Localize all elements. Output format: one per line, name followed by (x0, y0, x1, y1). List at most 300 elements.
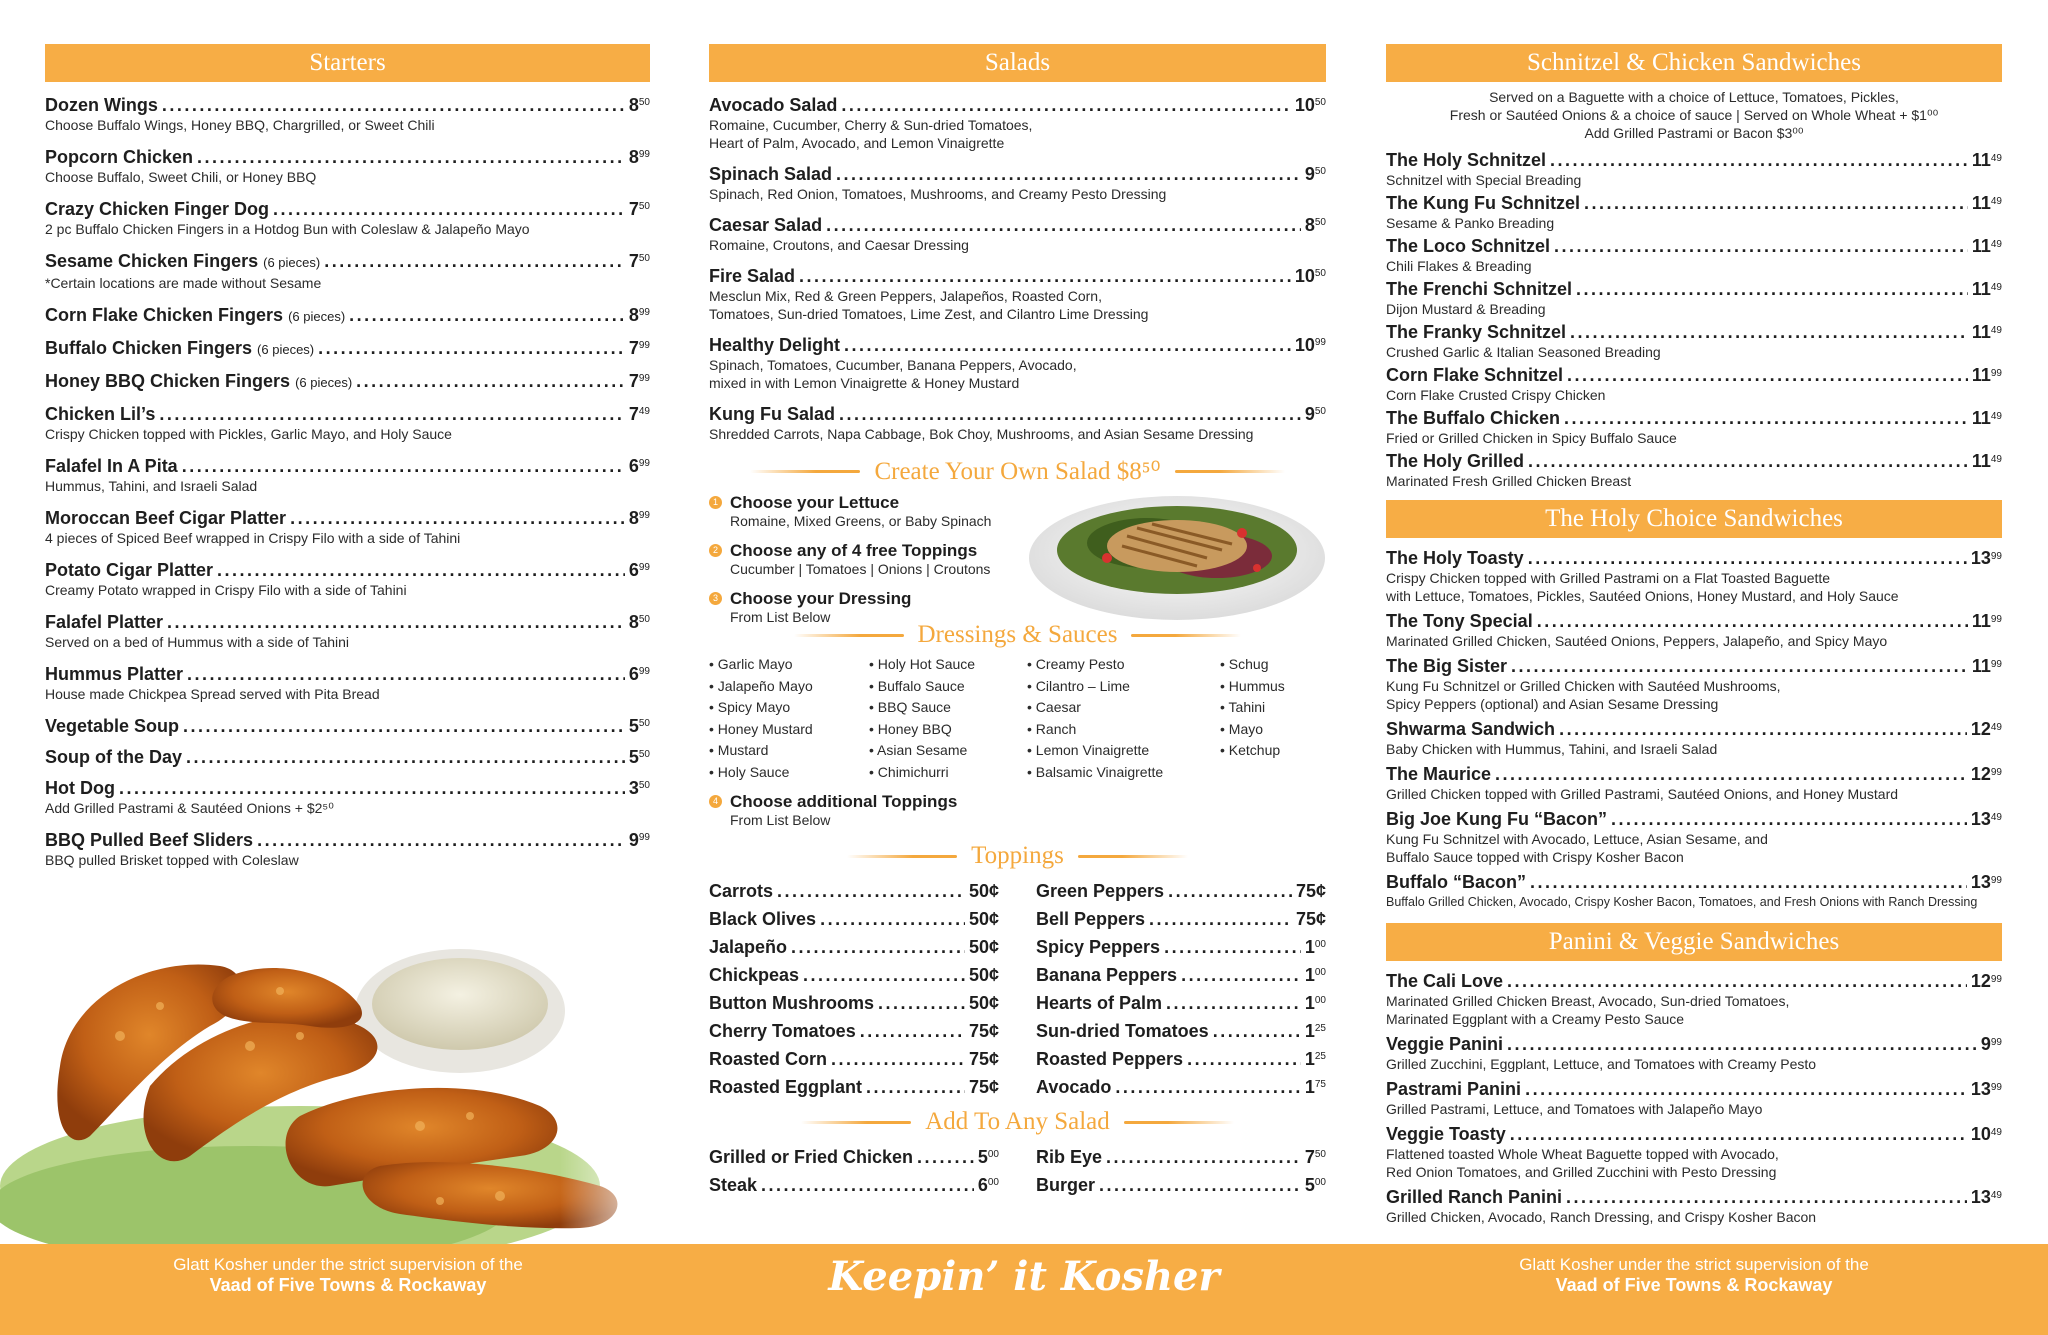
item-price: $13^{49}$ (1970, 1187, 2002, 1207)
item-name: Moroccan Beef Cigar Platter (45, 508, 287, 528)
item-description: Marinated Fresh Grilled Chicken Breast (1386, 473, 1632, 489)
starter-item (45, 746, 650, 768)
starter-item (45, 403, 650, 443)
dressing-item: • Tahini (1220, 699, 1266, 715)
item-description: 2 pc Buffalo Chicken Fingers in a Hotdog Bun with Coleslaw & Jalapeño Mayo (45, 221, 530, 237)
menu-item-row (45, 250, 650, 274)
item-name: Vegetable Soup (45, 716, 180, 736)
menu-item-row (45, 370, 650, 394)
menu-item-row (709, 1017, 999, 1045)
item-description: with Lettuce, Tomatoes, Pickles, Sautéed Onions, Honey Mustard, and Holy Sauce (1386, 588, 1899, 604)
item-name: Corn Flake Chicken Fingers (6 pieces) (45, 305, 346, 325)
menu-item-row (45, 146, 650, 168)
salad-item (709, 265, 1326, 323)
item-price: $1^{00}$ (1304, 937, 1326, 957)
menu-item-row (709, 163, 1326, 185)
item-price: 50¢ (968, 909, 999, 929)
item-name: Roasted Eggplant (709, 1077, 863, 1097)
item-price: $8^{50}$ (1304, 215, 1326, 235)
item-name: Grilled Ranch Panini (1386, 1187, 1563, 1207)
item-price-cents: 50 (1314, 406, 1326, 417)
item-name: Roasted Corn (709, 1049, 828, 1069)
menu-item-row (709, 265, 1326, 287)
item-name: Pastrami Panini (1386, 1079, 1522, 1099)
item-description: Baby Chicken with Hummus, Tahini, and Israeli Salad (1386, 741, 1718, 757)
item-description: 4 pieces of Spiced Beef wrapped in Crispy Filo with a side of Tahini (45, 530, 461, 546)
menu-item-row (1386, 809, 2002, 830)
item-price-cents: 00 (1314, 1177, 1326, 1188)
item-price: $5^{00}$ (1304, 1175, 1326, 1195)
item-name: Sun-dried Tomatoes (1036, 1021, 1209, 1041)
item-description: Buffalo Grilled Chicken, Avocado, Crispy Kosher Bacon, Tomatoes, and Fresh Onions with Ranch Dressing (1386, 895, 1978, 909)
leader-dots (1528, 451, 1968, 472)
leader-dots (1187, 1045, 1301, 1073)
item-name: Soup of the Day (45, 747, 183, 767)
item-price-cents: 99 (638, 458, 650, 469)
dressing-item: • Honey BBQ (869, 720, 952, 737)
item-price-cents: 49 (1990, 239, 2002, 250)
leader-dots (831, 1045, 965, 1073)
menu-item-row (45, 559, 650, 581)
menu-item-row (709, 961, 999, 989)
leader-dots (1149, 905, 1292, 933)
menu-item-row (1036, 1045, 1326, 1073)
salads-header: Salads (709, 44, 1326, 82)
item-price-cents: 00 (1314, 939, 1326, 950)
menu-item-row (1036, 905, 1326, 933)
item-price-cents: 99 (638, 149, 650, 160)
starter-item (45, 559, 650, 599)
item-price-cents: 99 (1990, 659, 2002, 670)
item-price: 75¢ (968, 1021, 999, 1041)
dressing-item: • Mayo (1220, 720, 1264, 737)
item-name: The Holy Toasty (1386, 548, 1524, 568)
item-price: $11^{99}$ (1971, 656, 2002, 676)
dressings-title: Dressings & Sauces (917, 621, 1118, 648)
item-note: (6 pieces) (295, 375, 353, 390)
create-salad-title: Create Your Own Salad $8⁵⁰ (874, 458, 1161, 485)
item-description: Schnitzel with Special Breading (1386, 172, 1582, 188)
item-description: Grilled Chicken topped with Grilled Pastrami, Sautéed Onions, and Honey Mustard (1386, 786, 1899, 802)
dressing-item: • Holy Sauce (709, 763, 790, 780)
item-description: Romaine, Cucumber, Cherry & Sun-dried Tomatoes, (709, 117, 1033, 133)
leader-dots (197, 146, 625, 168)
sandwiches-column (1386, 44, 2002, 1232)
leader-dots (799, 265, 1291, 287)
item-description: mixed in with Lemon Vinaigrette & Honey Mustard (709, 375, 1020, 391)
dressing-item: • Chimichurri (869, 763, 949, 780)
item-price: $11^{49}$ (1971, 408, 2002, 428)
item-price: $10^{49}$ (1970, 1124, 2002, 1144)
item-price-cents: 49 (1990, 1127, 2002, 1138)
schnitzel-list (1386, 150, 2002, 490)
menu-item-row (1386, 451, 2002, 472)
step-number-icon: 2 (709, 544, 722, 557)
step-heading: Choose additional Toppings (730, 792, 958, 811)
footer (0, 1244, 2048, 1335)
holy-choice-item (1386, 656, 2002, 713)
leader-dots (841, 94, 1290, 116)
item-price-cents: 99 (1990, 875, 2002, 886)
item-description: Creamy Potato wrapped in Crispy Filo with a side of Tahini (45, 582, 407, 598)
item-price-cents: 50 (638, 780, 650, 791)
item-description: BBQ pulled Brisket topped with Coleslaw (45, 852, 299, 868)
step-sub: From List Below (730, 812, 831, 828)
starter-item (45, 146, 650, 186)
leader-dots (826, 214, 1301, 236)
item-price: $3^{50}$ (628, 778, 650, 798)
item-description: Buffalo Sauce topped with Crispy Kosher Bacon (1386, 849, 1684, 865)
leader-dots (917, 1143, 974, 1171)
starter-item (45, 198, 650, 238)
item-price: $13^{99}$ (1970, 1079, 2002, 1099)
item-price: 75¢ (1295, 881, 1326, 901)
schnitzel-intro (1386, 88, 2002, 142)
item-description: Fried or Grilled Chicken in Spicy Buffalo Sauce (1386, 430, 1677, 446)
leader-dots (273, 198, 625, 220)
item-description: Grilled Zucchini, Eggplant, Lettuce, and Tomatoes with Creamy Pesto (1386, 1056, 1817, 1072)
dressing-item: • Schug (1220, 656, 1269, 672)
footer-left (68, 1255, 628, 1296)
menu-item-row (1386, 193, 2002, 214)
item-price-cents: 99 (638, 562, 650, 573)
schnitzel-item (1386, 451, 2002, 490)
starters-column (45, 44, 650, 881)
panini-header: Panini & Veggie Sandwiches (1386, 923, 2002, 961)
item-description: Kung Fu Schnitzel with Avocado, Lettuce, Asian Sesame, and (1386, 831, 1768, 847)
item-price: $9^{99}$ (628, 830, 650, 850)
menu-item-row (709, 1073, 999, 1101)
menu-item-row (1386, 719, 2002, 740)
menu-item-row (1386, 611, 2002, 632)
item-description: House made Chickpea Spread served with Pita Bread (45, 686, 380, 702)
panini-item (1386, 1034, 2002, 1073)
item-price-cents: 50 (1314, 97, 1326, 108)
item-price: $11^{49}$ (1971, 193, 2002, 213)
menu-item-row (1386, 365, 2002, 386)
step-heading: Choose your Dressing (730, 589, 912, 608)
panini-list (1386, 971, 2002, 1226)
item-name: The Loco Schnitzel (1386, 236, 1551, 256)
item-price-cents: 50 (1314, 166, 1326, 177)
menu-item-row (45, 455, 650, 477)
menu-item-row (709, 905, 999, 933)
holy-choice-item (1386, 719, 2002, 758)
item-price: $9^{50}$ (1304, 164, 1326, 184)
menu-item-row (45, 611, 650, 633)
item-price-cents: 50 (1314, 217, 1326, 228)
item-name: Honey BBQ Chicken Fingers (6 pieces) (45, 371, 353, 391)
item-price-cents: 99 (1990, 614, 2002, 625)
leader-dots (1530, 872, 1967, 893)
item-description: Dijon Mustard & Breading (1386, 301, 1546, 317)
item-price-cents: 99 (638, 307, 650, 318)
item-description: Heart of Palm, Avocado, and Lemon Vinaigrette (709, 135, 1005, 151)
item-name: Dozen Wings (45, 95, 158, 115)
item-name: Cherry Tomatoes (709, 1021, 856, 1041)
item-description: Kung Fu Schnitzel or Grilled Chicken with Sautéed Mushrooms, (1386, 678, 1781, 694)
footer-right-line1: Glatt Kosher under the strict supervision of the (1519, 1255, 1869, 1274)
item-name: BBQ Pulled Beef Sliders (45, 830, 254, 850)
menu-item-row (709, 334, 1326, 356)
create-step (709, 588, 1029, 626)
dressing-item: • Cilantro – Lime (1027, 677, 1130, 694)
item-price-cents: 50 (638, 718, 650, 729)
item-description: Add Grilled Pastrami & Sautéed Onions + $2⁵⁰ (45, 800, 334, 816)
menu-item-row (45, 507, 650, 529)
toppings-divider (709, 839, 1326, 873)
menu-item-row (709, 214, 1326, 236)
item-price-cents: 50 (1314, 1149, 1326, 1160)
footer-left-line1: Glatt Kosher under the strict supervision of the (173, 1255, 523, 1274)
item-price: $13^{99}$ (1970, 872, 2002, 892)
item-description: *Certain locations are made without Sesame (45, 275, 322, 291)
item-name: Spicy Peppers (1036, 937, 1161, 957)
item-name: Rib Eye (1036, 1147, 1103, 1167)
starter-item (45, 370, 650, 394)
item-price: $7^{50}$ (1304, 1147, 1326, 1167)
leader-dots (860, 1017, 965, 1045)
item-price-cents: 99 (638, 340, 650, 351)
item-price-cents: 50 (638, 253, 650, 264)
leader-dots (186, 746, 625, 768)
schnitzel-item (1386, 150, 2002, 189)
starter-item (45, 777, 650, 817)
dressing-item: • Balsamic Vinaigrette (1027, 763, 1164, 780)
item-name: Hearts of Palm (1036, 993, 1163, 1013)
holy-choice-list (1386, 548, 2002, 911)
menu-item-row (45, 777, 650, 799)
schnitzel-item (1386, 236, 2002, 275)
menu-item-row (1036, 1171, 1326, 1199)
item-name: Roasted Peppers (1036, 1049, 1184, 1069)
leader-dots (162, 94, 625, 116)
item-name: Hot Dog (45, 778, 115, 798)
menu-item-row (45, 403, 650, 425)
item-price: $11^{49}$ (1971, 279, 2002, 299)
starter-item (45, 304, 650, 328)
item-price: $7^{99}$ (628, 338, 650, 358)
panini-item (1386, 1079, 2002, 1118)
schnitzel-intro-1: Served on a Baguette with a choice of Lettuce, Tomatoes, Pickles, (1489, 89, 1899, 105)
item-price: $8^{50}$ (628, 95, 650, 115)
item-price-cents: 50 (638, 201, 650, 212)
starter-item (45, 829, 650, 869)
item-price-cents: 99 (1990, 368, 2002, 379)
item-name: Big Joe Kung Fu “Bacon” (1386, 809, 1608, 829)
item-description: Spinach, Red Onion, Tomatoes, Mushrooms, and Creamy Pesto Dressing (709, 186, 1167, 202)
leader-dots (1559, 719, 1967, 740)
item-price-cents: 99 (638, 373, 650, 384)
item-note: (6 pieces) (288, 309, 346, 324)
item-price-cents: 50 (638, 614, 650, 625)
footer-left-line2: Vaad of Five Towns & Rockaway (209, 1275, 487, 1295)
item-price-cents: 49 (638, 406, 650, 417)
leader-dots (1537, 611, 1968, 632)
leader-dots (761, 1171, 974, 1199)
leader-dots (356, 370, 625, 392)
item-description: Choose Buffalo, Sweet Chili, or Honey BBQ (45, 169, 317, 185)
item-price: $12^{49}$ (1970, 719, 2002, 739)
item-price: $5^{00}$ (977, 1147, 999, 1167)
dressing-item: • Jalapeño Mayo (709, 677, 813, 694)
item-name: Sesame Chicken Fingers (6 pieces) (45, 251, 321, 271)
leader-dots (1611, 809, 1967, 830)
item-price: 75¢ (968, 1049, 999, 1069)
leader-dots (1181, 961, 1301, 989)
item-price-cents: 25 (1314, 1051, 1326, 1062)
item-price-cents: 49 (1990, 722, 2002, 733)
item-description: Choose Buffalo Wings, Honey BBQ, Chargrilled, or Sweet Chili (45, 117, 435, 133)
item-description: Mesclun Mix, Red & Green Peppers, Jalapeños, Roasted Corn, (709, 288, 1102, 304)
starters-list (45, 94, 650, 869)
schnitzel-item (1386, 279, 2002, 318)
item-note: (6 pieces) (263, 255, 321, 270)
item-price: $8^{50}$ (628, 612, 650, 632)
item-description: Grilled Pastrami, Lettuce, and Tomatoes with Jalapeño Mayo (1386, 1101, 1763, 1117)
step-number-icon: 1 (709, 496, 722, 509)
item-price: $1^{25}$ (1304, 1049, 1326, 1069)
leader-dots (836, 163, 1301, 185)
item-name: Buffalo “Bacon” (1386, 872, 1527, 892)
salads-list (709, 94, 1326, 443)
add-salad-title: Add To Any Salad (925, 1108, 1110, 1135)
item-name: The Tony Special (1386, 611, 1533, 631)
item-name: Banana Peppers (1036, 965, 1178, 985)
leader-dots (777, 877, 965, 905)
leader-dots (187, 663, 625, 685)
item-price: $12^{99}$ (1970, 971, 2002, 991)
leader-dots (1166, 989, 1301, 1017)
leader-dots (1115, 1073, 1301, 1101)
menu-item-row (709, 989, 999, 1017)
starter-item (45, 663, 650, 703)
menu-item-row (1386, 408, 2002, 429)
menu-item-row (45, 663, 650, 685)
leader-dots (803, 961, 965, 989)
step-number-icon: 4 (709, 795, 722, 808)
item-name: Avocado (1036, 1077, 1112, 1097)
item-price-cents: 99 (1990, 974, 2002, 985)
dressing-item: • Mustard (709, 742, 769, 758)
salad-bowl-image (1027, 488, 1327, 622)
leader-dots (791, 933, 965, 961)
menu-item-row (1386, 656, 2002, 677)
leader-dots (878, 989, 965, 1017)
schnitzel-intro-2: Fresh or Sautéed Onions & a choice of sauce | Served on Whole Wheat + $1⁰⁰ (1449, 107, 1939, 123)
item-price-cents: 00 (987, 1177, 999, 1188)
dressing-item: • Asian Sesame (869, 742, 968, 758)
leader-dots (866, 1073, 965, 1101)
item-description: Tomatoes, Sun-dried Tomatoes, Lime Zest, and Cilantro Lime Dressing (709, 306, 1149, 322)
item-name: Avocado Salad (709, 95, 838, 115)
item-price: $11^{49}$ (1971, 236, 2002, 256)
create-salad-step-4 (709, 791, 1326, 829)
leader-dots (257, 829, 625, 851)
item-name: Chickpeas (709, 965, 800, 985)
item-price-cents: 99 (1314, 337, 1326, 348)
item-price: $5^{50}$ (628, 747, 650, 767)
item-name: The Cali Love (1386, 971, 1504, 991)
starter-item (45, 507, 650, 547)
leader-dots (1564, 408, 1968, 429)
item-price-cents: 99 (638, 666, 650, 677)
item-price: $7^{49}$ (628, 404, 650, 424)
holy-choice-item (1386, 809, 2002, 866)
leader-dots (1567, 365, 1968, 386)
step-heading: Choose your Lettuce (730, 493, 900, 512)
item-price: $8^{99}$ (628, 305, 650, 325)
item-price: $1^{75}$ (1304, 1077, 1326, 1097)
item-price-cents: 99 (1990, 1037, 2002, 1048)
item-name: The Maurice (1386, 764, 1492, 784)
item-price-cents: 49 (1990, 454, 2002, 465)
item-price: $1^{00}$ (1304, 993, 1326, 1013)
menu-item-row (45, 829, 650, 851)
item-description: Crispy Chicken topped with Pickles, Garlic Mayo, and Holy Sauce (45, 426, 452, 442)
item-description: Spicy Peppers (optional) and Asian Sesame Dressing (1386, 696, 1719, 712)
leader-dots (820, 905, 965, 933)
dressing-item (1220, 762, 1320, 784)
leader-dots (324, 250, 625, 272)
holy-choice-item (1386, 872, 2002, 911)
item-price: $11^{49}$ (1971, 322, 2002, 342)
item-price-cents: 99 (638, 832, 650, 843)
schnitzel-item (1386, 193, 2002, 232)
menu-item-row (1386, 150, 2002, 171)
item-price: 75¢ (1295, 909, 1326, 929)
item-price: 50¢ (968, 993, 999, 1013)
item-description: Crushed Garlic & Italian Seasoned Breading (1386, 344, 1661, 360)
salad-item (709, 334, 1326, 392)
item-price: $10^{99}$ (1294, 335, 1326, 355)
menu-item-row (709, 403, 1326, 425)
toppings-list (709, 877, 1326, 1101)
menu-item-row (709, 94, 1326, 116)
dressing-item: • Ketchup (1220, 742, 1281, 758)
item-price: $6^{00}$ (977, 1175, 999, 1195)
menu-item-row (45, 94, 650, 116)
item-price: $6^{99}$ (628, 456, 650, 476)
step-text (730, 540, 990, 578)
leader-dots (1570, 322, 1968, 343)
leader-dots (349, 304, 625, 326)
menu-item-row (1386, 279, 2002, 300)
step-text (730, 588, 911, 626)
footer-right-line2: Vaad of Five Towns & Rockaway (1555, 1275, 1833, 1295)
item-price-cents: 50 (638, 97, 650, 108)
item-price-cents: 49 (1990, 282, 2002, 293)
item-description: Romaine, Croutons, and Caesar Dressing (709, 237, 969, 253)
add-salad-divider (709, 1105, 1326, 1139)
item-name: Shwarma Sandwich (1386, 719, 1556, 739)
menu-item-row (45, 304, 650, 328)
leader-dots (167, 611, 625, 633)
item-description: Red Onion Tomatoes, and Grilled Zucchini with Pesto Dressing (1386, 1164, 1777, 1180)
item-description: Sesame & Panko Breading (1386, 215, 1555, 231)
create-salad-divider (709, 454, 1326, 488)
leader-dots (1525, 1079, 1967, 1100)
item-name: The Holy Schnitzel (1386, 150, 1547, 170)
item-price-cents: 50 (638, 749, 650, 760)
leader-dots (159, 403, 624, 425)
item-price: $11^{99}$ (1971, 611, 2002, 631)
salad-item (709, 163, 1326, 203)
item-price: $13^{49}$ (1970, 809, 2002, 829)
toppings-title: Toppings (971, 842, 1064, 869)
leader-dots (1164, 933, 1301, 961)
item-name: Grilled or Fried Chicken (709, 1147, 914, 1167)
